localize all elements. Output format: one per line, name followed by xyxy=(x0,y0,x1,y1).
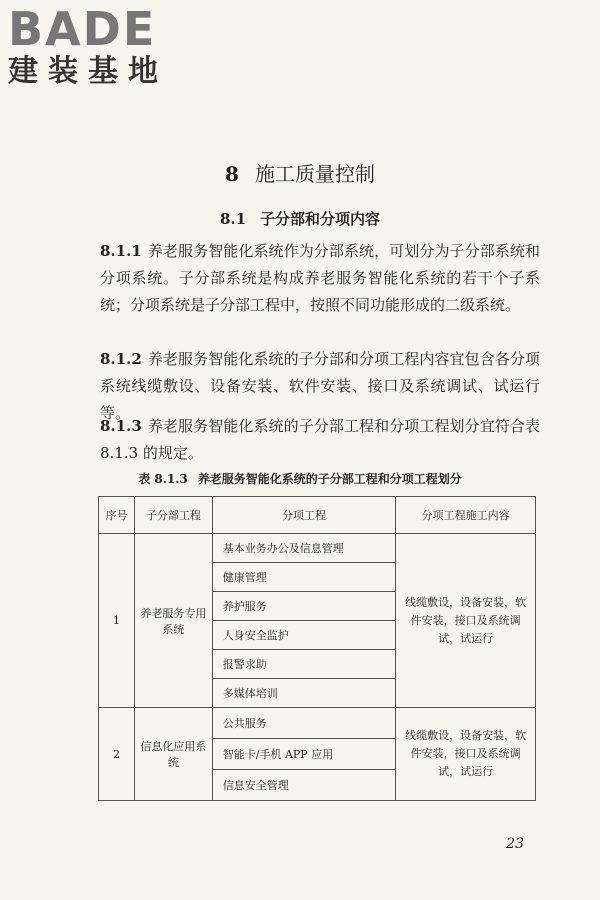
table-title: 养老服务智能化系统的子分部工程和分项工程划分 xyxy=(197,472,462,486)
table-row xyxy=(99,708,536,739)
item-cell: 基本业务办公及信息管理 xyxy=(212,534,396,563)
table-header-row xyxy=(99,497,536,534)
division-table xyxy=(98,496,536,801)
clause-text: 养老服务智能化系统的子分部工程和分项工程划分宜符合表 8.1.3 的规定。 xyxy=(100,417,540,462)
item-cell: 多媒体培训 xyxy=(212,679,396,708)
item-cell: 公共服务 xyxy=(212,708,396,739)
page-number: 23 xyxy=(506,836,524,852)
clause-number: 8.1.2 xyxy=(100,350,142,368)
chapter-heading xyxy=(0,158,600,187)
logo-chinese-name: 建装基地 xyxy=(8,54,168,89)
clause-number: 8.1.3 xyxy=(100,417,142,435)
group-subsection: 信息化应用系统 xyxy=(134,708,212,801)
table-number: 表 8.1.3 xyxy=(138,472,188,486)
group-work: 线缆敷设，设备安装，软件安装，接口及系统调试，试运行 xyxy=(396,534,536,708)
chapter-title: 施工质量控制 xyxy=(254,162,375,186)
header-subsection: 子分部工程 xyxy=(134,497,212,534)
section-number: 8.1 xyxy=(219,210,247,228)
section-title: 子分部和分项内容 xyxy=(260,210,381,228)
item-cell: 报警求助 xyxy=(212,650,396,679)
item-cell: 健康管理 xyxy=(212,563,396,592)
header-work: 分项工程施工内容 xyxy=(396,497,536,534)
section-heading xyxy=(0,208,600,229)
item-cell: 信息安全管理 xyxy=(212,770,396,801)
header-item: 分项工程 xyxy=(212,497,396,534)
group-index: 2 xyxy=(99,708,135,801)
table-row xyxy=(99,534,536,563)
group-subsection: 养老服务专用系统 xyxy=(134,534,212,708)
chapter-number: 8 xyxy=(225,162,239,186)
clause-text: 养老服务智能化系统作为分部系统，可划分为子分部系统和分项系统。子分部系统是构成养老服务智能化系统的若干个子系统；分项系统是子分部工程中，按照不同功能形成的二级系统。 xyxy=(100,242,540,314)
table-caption xyxy=(0,470,600,487)
logo-wordmark: BADE xyxy=(8,2,157,56)
header-index: 序号 xyxy=(99,497,135,534)
clause-number: 8.1.1 xyxy=(100,242,142,260)
group-index: 1 xyxy=(99,534,135,708)
item-cell: 人身安全监护 xyxy=(212,621,396,650)
item-cell: 智能卡/手机 APP 应用 xyxy=(212,739,396,770)
clause-8-1-1 xyxy=(100,238,540,319)
logo xyxy=(8,4,168,90)
group-work: 线缆敷设，设备安装，软件安装，接口及系统调试，试运行 xyxy=(396,708,536,801)
clause-text: 养老服务智能化系统的子分部和分项工程内容宜包含各分项系统线缆敷设、设备安装、软件安装、接口及系统调试、试运行等。 xyxy=(100,350,540,422)
item-cell: 养护服务 xyxy=(212,592,396,621)
clause-8-1-3 xyxy=(100,413,540,467)
